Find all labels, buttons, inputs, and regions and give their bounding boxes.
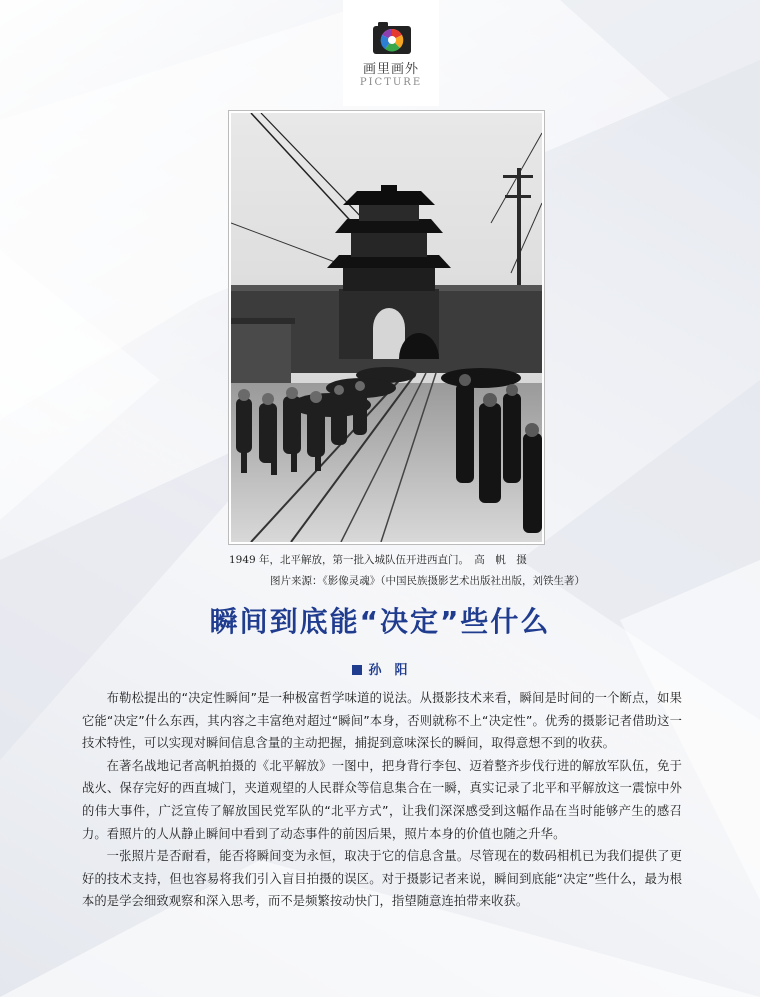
- paragraph: 在著名战地记者高帆拍摄的《北平解放》一图中，把身背行李包、迈着整齐步伐行进的解放军队伍，免于战火、保存完好的西直城门，夹道观望的人民群众等信息集合在一瞬，真实记录了北平和平解放这一震惊中外的伟大事件，广泛宣传了解放国民党军队的“北平方式”，让我们深深感受到这幅作品在当时能够产生的感召力。看照片的人从静止瞬间中看到了动态事件的前因后果，照片本身的价值也随之升华。: [82, 758, 682, 841]
- paragraph: 一张照片是否耐看，能否将瞬间变为永恒，取决于它的信息含量。尽管现在的数码相机已为我们提供了更好的技术支持，但也容易将我们引入盲目拍摄的误区。对于摄影记者来说，瞬间到底能“决定”些什么，最为根本的是学会细致观察和深入思考，而不是频繁按动快门，指望随意连拍带来收获。: [82, 849, 682, 909]
- logo-english-text: PICTURE: [359, 77, 423, 88]
- photo-caption: 1949 年，北平解放，第一批入城队伍开进西直门。 高 帆 摄: [229, 554, 527, 566]
- paragraph: 布勒松提出的“决定性瞬间”是一种极富哲学味道的说法。从摄影技术来看，瞬间是时间的一个断点，如果它能“决定”什么东西，其内容之丰富绝对超过“瞬间”本身，否则就称不上“决定性”。优秀的摄影记者借助这一技术特性，可以实现对瞬间信息含量的主动把握，捕捉到意味深长的瞬间，取得意想不到的收获。: [82, 691, 682, 751]
- article-title: 瞬间到底能“决定”些什么: [209, 605, 551, 638]
- author-name: 孙 阳: [368, 663, 408, 678]
- camera-aperture-icon: [372, 20, 412, 56]
- magazine-logo: [343, 0, 439, 106]
- photo-source: 图片来源：《影像灵魂》（中国民族摄影艺术出版社出版，刘铁生著）: [270, 575, 585, 587]
- historical-photo: [229, 111, 544, 544]
- logo-chinese-text: 画里画外: [362, 62, 419, 77]
- article-body: [82, 687, 682, 913]
- square-bullet-icon: [352, 665, 362, 675]
- article-author: [0, 659, 760, 678]
- photograph-xizhimen-gate-icon: [231, 113, 542, 542]
